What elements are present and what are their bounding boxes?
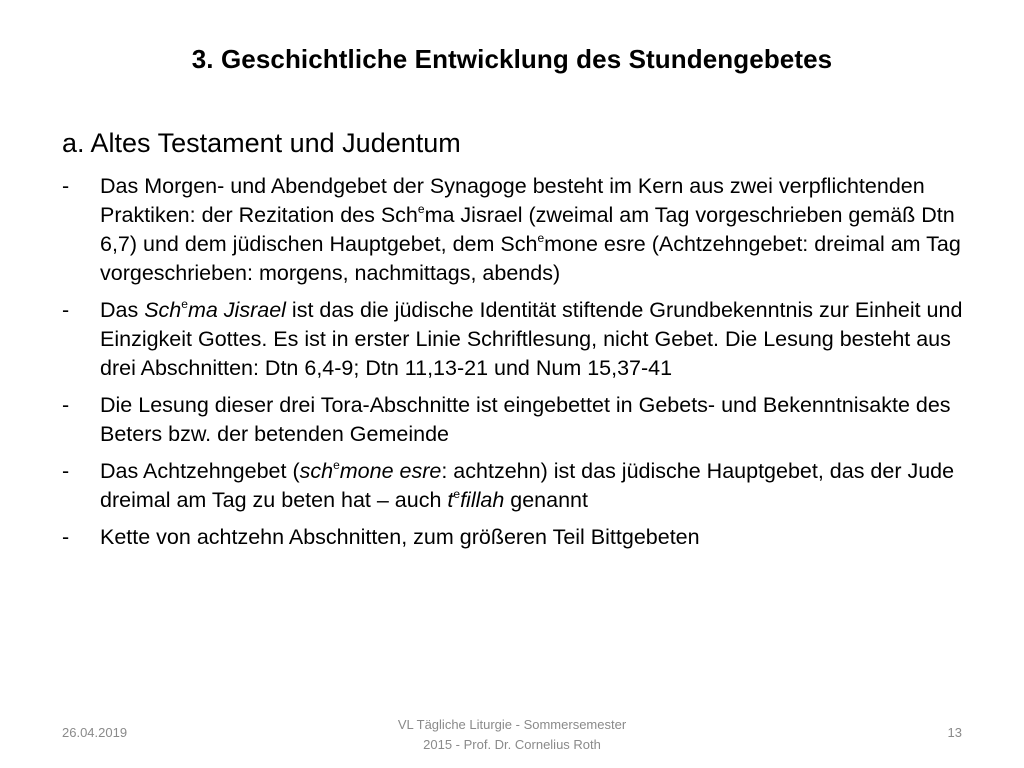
- slide-title: 3. Geschichtliche Entwicklung des Stundengebetes: [191, 44, 833, 74]
- bullet-text: Das Achtzehngebet (: [100, 459, 300, 483]
- italic-term: ma Jisrael: [187, 298, 286, 322]
- superscript-e: e: [333, 458, 340, 472]
- bullet-text: : achtzehn) ist das jüdische Hauptgebet, das der Jude dreimal am Tag zu beten hat – auch: [100, 459, 955, 512]
- italic-term: mone esre: [339, 459, 442, 483]
- bullet-text: ist das die jüdische Identität stiftende Grundbekenntnis zur Einheit und Einzigkeit Gottes. Es ist in erster Linie Schriftlesung, nicht Gebet. Die Lesung besteht aus drei Abschnitten: Dtn 6,4-9; Dtn 11,13-21 und Num 15,37-41: [100, 298, 963, 380]
- superscript-e: e: [537, 231, 545, 245]
- bullet-text: genannt: [504, 488, 588, 512]
- footer-course-info: [340, 715, 684, 755]
- footer-date: 26.04.2019: [62, 725, 128, 740]
- footer-course-line-1: VL Tägliche Liturgie - Sommersemester: [397, 717, 627, 732]
- bullet-text: Kette von achtzehn Abschnitten, zum größeren Teil Bittgebeten: [100, 525, 700, 549]
- bullet-item: [62, 391, 972, 449]
- bullet-item: [62, 296, 972, 383]
- italic-term: Sch: [144, 298, 182, 322]
- bullet-dash: -: [62, 298, 70, 322]
- bullet-item: [62, 457, 972, 515]
- bullet-text: mone esre (Achtzehngebet: dreimal am Tag vorgeschrieben: morgens, nachmittags, abends): [100, 232, 961, 285]
- italic-term: t: [447, 488, 454, 512]
- bullet-dash: -: [62, 393, 70, 417]
- bullet-dash: -: [62, 459, 70, 483]
- bullet-item: [62, 523, 972, 552]
- bullet-text: ma Jisrael (zweimal am Tag vorgeschrieben gemäß Dtn 6,7) und dem jüdischen Hauptgebet, dem Sch: [100, 203, 955, 256]
- superscript-e: e: [181, 297, 188, 311]
- italic-term: fillah: [460, 488, 505, 512]
- footer-course-line-2: 2015 - Prof. Dr. Cornelius Roth: [423, 737, 601, 752]
- page-number: 13: [947, 725, 962, 740]
- bullet-list: [62, 172, 972, 560]
- bullet-text: Das: [100, 298, 145, 322]
- bullet-dash: -: [62, 174, 70, 198]
- bullet-item: [62, 172, 972, 288]
- bullet-text: Die Lesung dieser drei Tora-Abschnitte ist eingebettet in Gebets- und Bekenntnisakte des Beters bzw. der betenden Gemeinde: [100, 393, 951, 446]
- section-subheading: a. Altes Testament und Judentum: [62, 128, 461, 158]
- bullet-dash: -: [62, 525, 70, 549]
- superscript-e: e: [417, 202, 425, 216]
- superscript-e: e: [453, 487, 461, 501]
- bullet-text: Das Morgen- und Abendgebet der Synagoge besteht im Kern aus zwei verpflichtenden Praktiken: der Rezitation des Sch: [100, 174, 925, 227]
- italic-term: sch: [299, 459, 334, 483]
